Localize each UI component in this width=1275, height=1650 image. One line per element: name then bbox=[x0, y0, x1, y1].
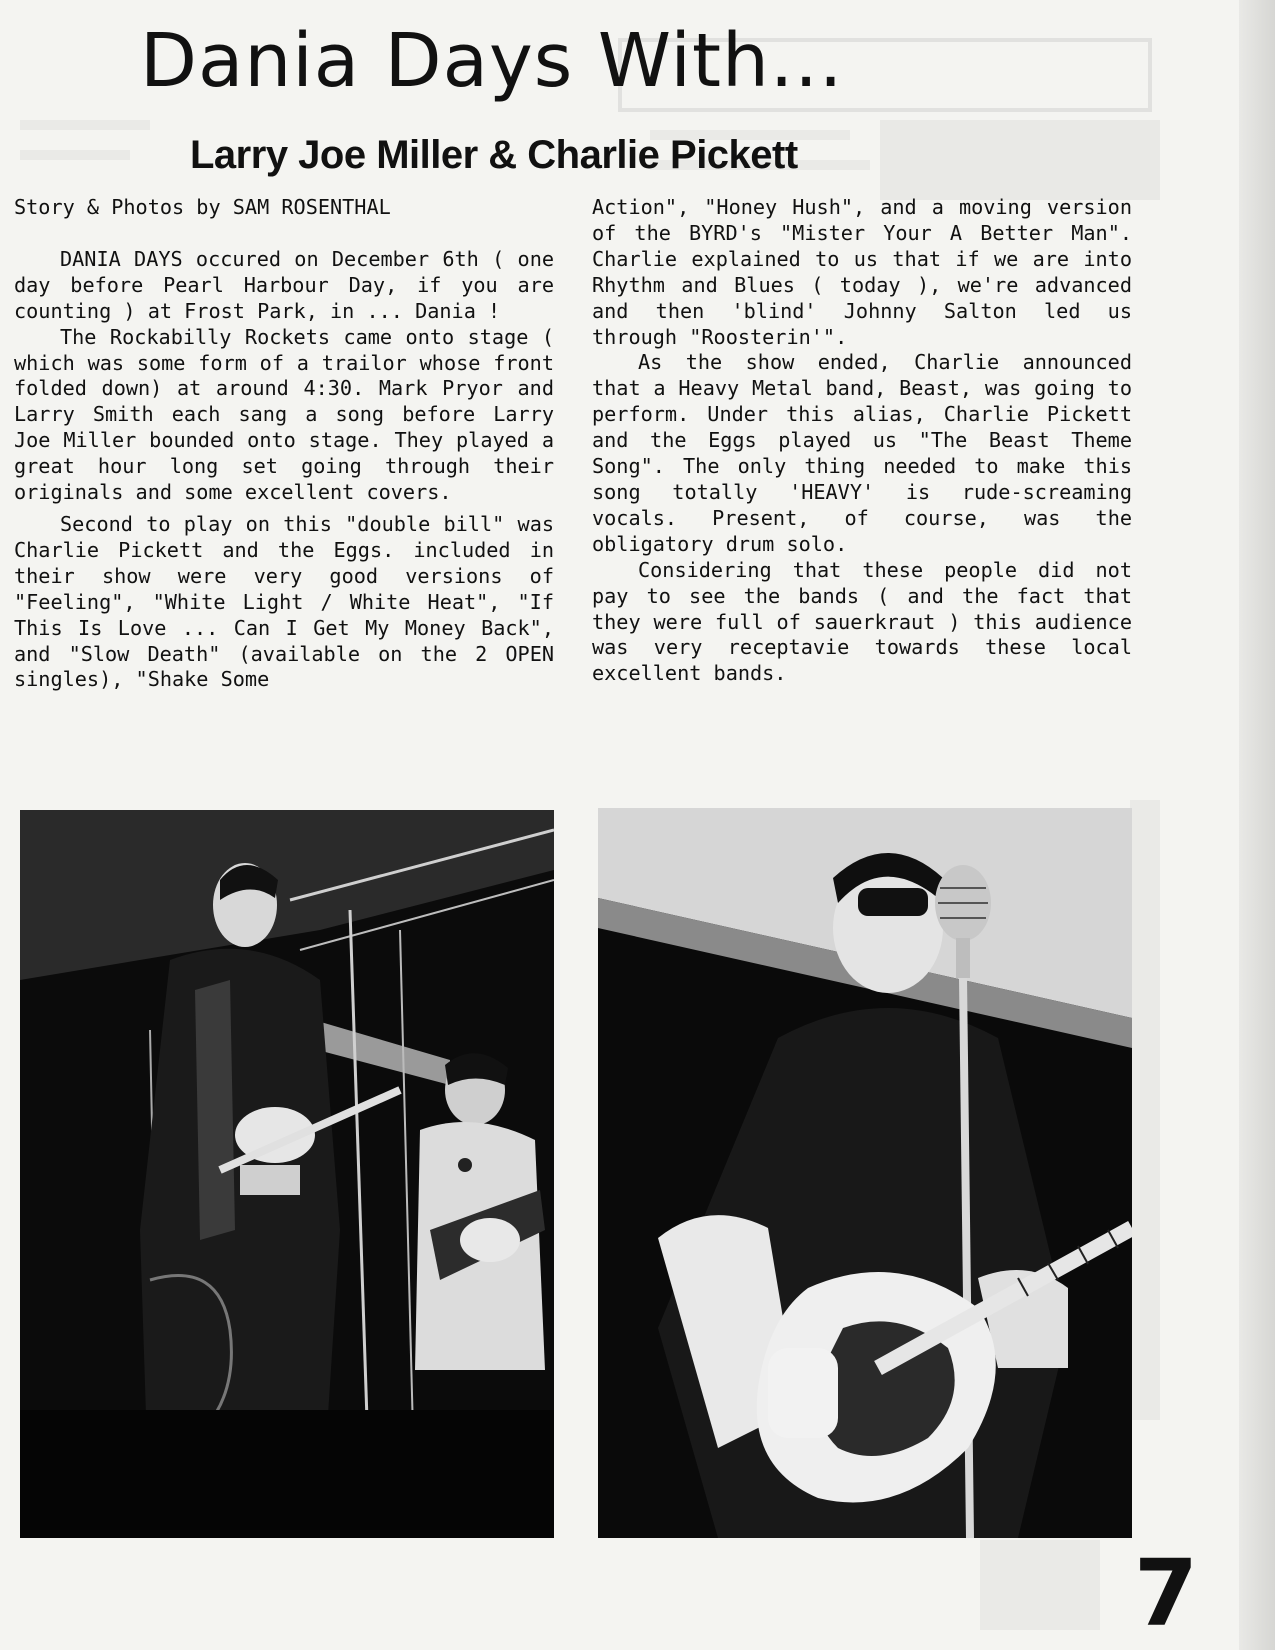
paragraph: As the show ended, Charlie announced that a Heavy Metal band, Beast, was going to perform. Under this alias, Charlie Pickett and the Eggs played us "The Beast Theme Song". The only thing needed to make this song totally 'HEAVY' is rude-screaming vocals. Present, of course, was the obligatory drum solo. bbox=[592, 350, 1132, 556]
paragraph: Action", "Honey Hush", and a moving version of the BYRD's "Mister Your A Better Man". Charlie explained to us that if we are into Rhythm and Blues ( today ), we're advanced and then 'blind' Johnny Salton led us through "Roosterin'". bbox=[592, 195, 1132, 349]
page-number: 7 bbox=[1134, 1540, 1199, 1647]
paragraph: Second to play on this "double bill" was Charlie Pickett and the Eggs. included in their show were very good versions of "Feeling", "White Light / White Heat", "If This Is Love ... Can I Get My Money Back", and "Slow Death" (available on the 2 OPEN singles), "Shake Some bbox=[14, 511, 554, 692]
page-edge-shadow bbox=[1239, 0, 1275, 1650]
band-photo-left bbox=[20, 810, 554, 1538]
byline: Story & Photos by SAM ROSENTHAL bbox=[14, 195, 391, 219]
article-column-right bbox=[592, 195, 1132, 687]
paragraph: DANIA DAYS occured on December 6th ( one day before Pearl Harbour Day, if you are counting ) at Frost Park, in ... Dania ! bbox=[14, 246, 554, 323]
singer-photo-right bbox=[598, 808, 1132, 1538]
paragraph: Considering that these people did not pay to see the bands ( and the fact that they were full of sauerkraut ) this audience was very receptavie towards these local excellent bands. bbox=[592, 557, 1132, 686]
article-subtitle: Larry Joe Miller & Charlie Pickett bbox=[190, 133, 798, 177]
article-title: Dania Days With... bbox=[140, 18, 844, 104]
paragraph: The Rockabilly Rockets came onto stage ( which was some form of a trailor whose front folded down) at around 4:30. Mark Pryor and Larry Smith each sang a song before Larry Joe Miller bounded onto stage. They played a great hour long set going through their originals and some excellent covers. bbox=[14, 324, 554, 505]
article-column-left bbox=[14, 195, 554, 693]
